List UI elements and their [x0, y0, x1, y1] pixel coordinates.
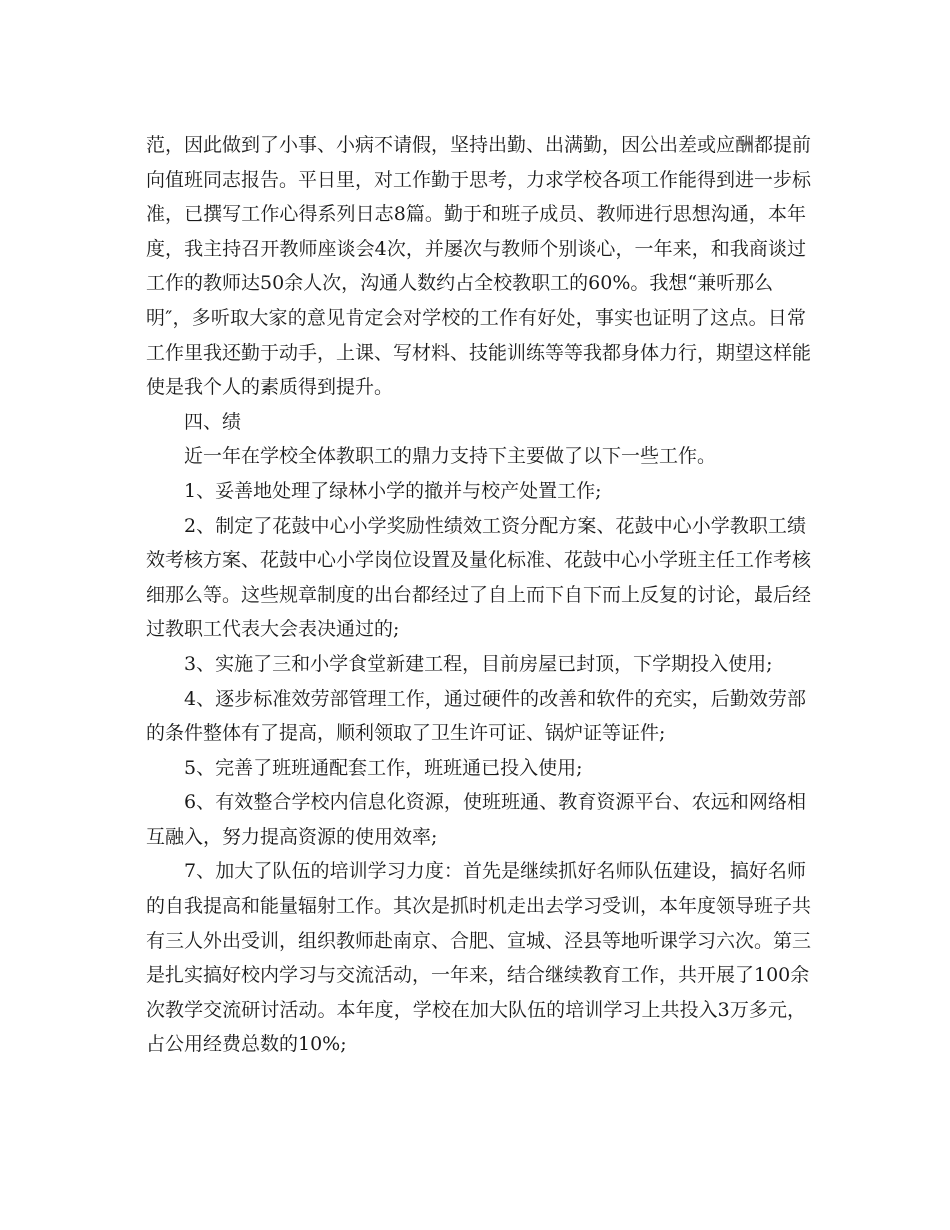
text-line: 工作里我还勤于动手，上课、写材料、技能训练等等我都身体力行，期望这样能: [146, 341, 812, 364]
text-line: 效考核方案、花鼓中心小学岗位设置及量化标准、花鼓中心小学班主任工作考核: [146, 549, 812, 572]
text-line: 度，我主持召开教师座谈会4次，并屡次与教师个别谈心，一年来，和我商谈过: [146, 237, 806, 260]
text-line: 的条件整体有了提高，顺利领取了卫生许可证、锅炉证等证件;: [146, 722, 666, 745]
text-line: 2、制定了花鼓中心小学奖励性绩效工资分配方案、花鼓中心小学教职工绩: [184, 514, 806, 537]
text-line: 范，因此做到了小事、小病不请假，坚持出勤、出满勤，因公出差或应酬都提前: [146, 134, 812, 156]
text-line: 互融入，努力提高资源的使用效率;: [146, 825, 438, 848]
text-line: 四、绩: [184, 410, 242, 433]
text-line: 4、逐步标准效劳部管理工作，通过硬件的改善和软件的充实，后勤效劳部: [184, 687, 806, 710]
text-line: 工作的教师达50余人次，沟通人数约占全校教职工的60%。我想“兼听那么: [146, 272, 774, 295]
text-line: 向值班同志报告。平日里，对工作勤于思考，力求学校各项工作能得到进一步标: [146, 168, 812, 191]
text-line: 明″，多听取大家的意见肯定会对学校的工作有好处，事实也证明了这点。日常: [146, 306, 806, 329]
text-line: 细那么等。这些规章制度的出台都经过了自上而下自下而上反复的讨论，最后经: [146, 583, 812, 606]
text-line: 次教学交流研讨活动。本年度，学校在加大队伍的培训学习上共投入3万多元，: [146, 998, 806, 1021]
text-line: 5、完善了班班通配套工作，班班通已投入使用;: [184, 756, 583, 779]
text-line: 有三人外出受训，组织教师赴南京、合肥、宣城、泾县等地听课学习六次。第三: [146, 929, 812, 952]
text-line: 6、有效整合学校内信息化资源，使班班通、教育资源平台、农远和网络相: [184, 791, 806, 814]
text-line: 准，已撰写工作心得系列日志8篇。勤于和班子成员、教师进行思想沟通，本年: [146, 203, 806, 226]
text-line: 占公用经费总数的10%;: [146, 1033, 347, 1056]
text-line: 过教职工代表大会表决通过的;: [146, 618, 400, 641]
text-line: 1、妥善地处理了绿林小学的撤并与校产处置工作;: [184, 479, 602, 502]
text-line: 是扎实搞好校内学习与交流活动，一年来，结合继续教育工作，共开展了100余: [146, 964, 810, 987]
text-line: 3、实施了三和小学食堂新建工程，目前房屋已封顶，下学期投入使用;: [184, 652, 773, 675]
document-body: [146, 128, 812, 1062]
text-line: 使是我个人的素质得到提升。: [146, 376, 394, 399]
text-line: 近一年在学校全体教职工的鼎力支持下主要做了以下一些工作。: [184, 445, 717, 468]
text-line: 7、加大了队伍的培训学习力度：首先是继续抓好名师队伍建设，搞好名师: [184, 860, 806, 883]
text-line: 的自我提高和能量辐射工作。其次是抓时机走出去学习受训，本年度领导班子共: [146, 895, 812, 918]
